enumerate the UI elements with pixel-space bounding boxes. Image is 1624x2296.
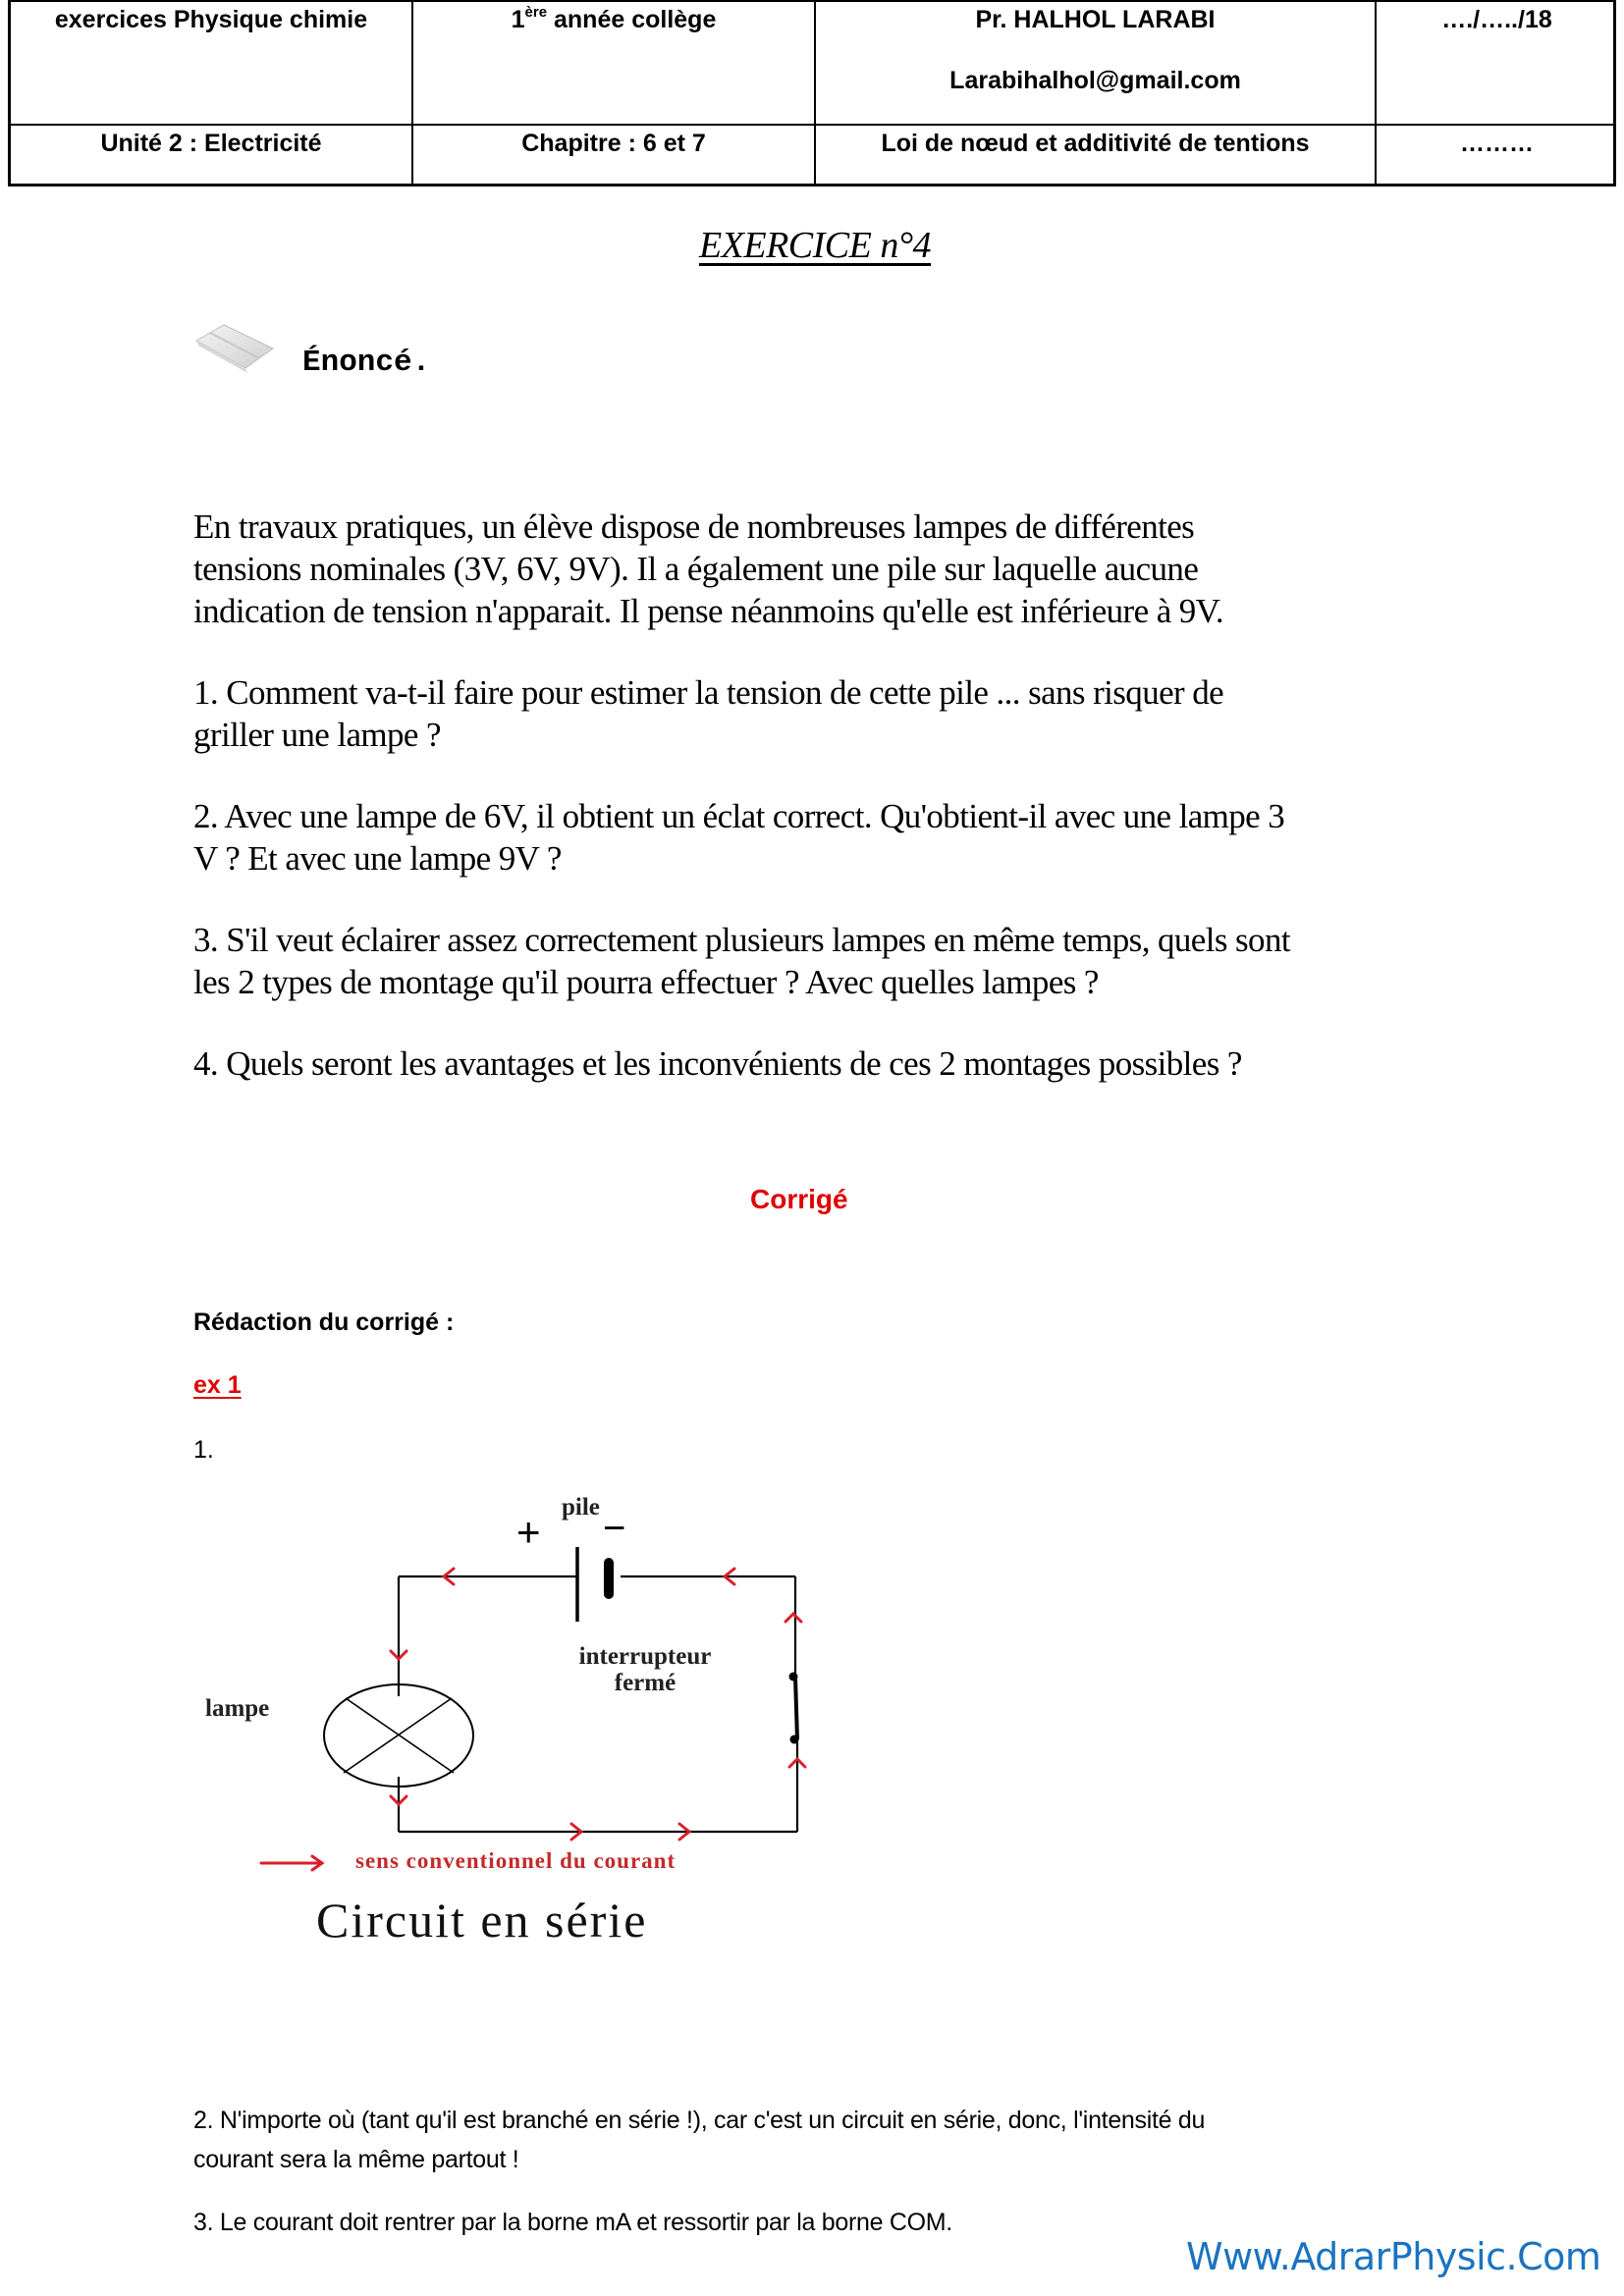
answer-line: 2. N'importe où (tant qu'il est branché en série !), car c'est un circuit en série, donc, l'intensité du [193,2107,1206,2134]
question-line: griller une lampe ? [193,716,441,754]
correction-heading: Corrigé [750,1184,848,1214]
table-divider [11,124,1613,126]
circuit-diagram [177,1472,923,2022]
header-table [8,0,1616,187]
label-plus: + [516,1509,541,1555]
exercise-title: EXERCICE n°4 [698,225,932,266]
header-chapter: Chapitre : 6 et 7 [521,130,706,157]
section-enonce-label: Énoncé. [302,346,431,380]
intro-line: tensions nominales (3V, 6V, 9V). Il a également une pile sur laquelle aucune [193,550,1199,588]
question-line: 2. Avec une lampe de 6V, il obtient un éclat correct. Qu'obtient-il avec une lampe 3 [193,797,1285,835]
label-switch-line2: fermé [614,1670,677,1696]
header-unit: Unité 2 : Electricité [100,130,322,157]
intro-paragraph [193,506,1470,632]
question-line: les 2 types de montage qu'il pourra effectuer ? Avec quelles lampes ? [193,963,1099,1001]
question-1 [193,671,1470,756]
redaction-label: Rédaction du corrigé : [193,1308,455,1336]
level-number: 1 [511,6,525,33]
answer-line: courant sera la même partout ! [193,2146,519,2173]
question-line: 4. Quels seront les avantages et les inconvénients de ces 2 montages possibles ? [193,1044,1242,1083]
legend-current-direction: sens conventionnel du courant [355,1848,677,1873]
diagram-caption: Circuit en série [316,1893,648,1948]
intro-line: indication de tension n'apparait. Il pense néanmoins qu'elle est inférieure à 9V. [193,592,1223,630]
question-line: V ? Et avec une lampe 9V ? [193,839,562,878]
answer-2 [193,2101,1470,2179]
label-switch [562,1643,729,1696]
answer-1-number: 1. [193,1436,214,1464]
answer-3: 3. Le courant doit rentrer par la borne mA et ressortir par la borne COM. [193,2209,952,2236]
question-3 [193,919,1470,1003]
question-4 [193,1042,1470,1085]
level-superscript: ère [524,4,548,21]
header-blank: ……… [1460,130,1534,157]
question-2 [193,795,1470,880]
header-subject: exercices Physique chimie [54,6,368,33]
header-topic: Loi de nœud et additivité de tentions [881,130,1310,157]
label-pile: pile [562,1494,600,1521]
label-lampe: lampe [205,1695,270,1722]
label-minus: − [603,1507,626,1550]
label-switch-line1: interrupteur [578,1643,712,1670]
intro-line: En travaux pratiques, un élève dispose de nombreuses lampes de différentes [193,507,1195,546]
question-line: 3. S'il veut éclairer assez correctement plusieurs lampes en même temps, quels sont [193,921,1290,959]
site-watermark[interactable]: Www.AdrarPhysic.Com [1186,2235,1601,2278]
level-text: année collège [547,6,717,33]
header-email[interactable]: Larabihalhol@gmail.com [949,67,1241,94]
header-teacher: Pr. HALHOL LARABI [975,6,1216,33]
header-page: …./…../18 [1441,6,1552,33]
header-level [413,6,814,34]
book-icon [194,319,277,378]
ex-1-label: ex 1 [193,1371,242,1399]
question-line: 1. Comment va-t-il faire pour estimer la tension de cette pile ... sans risquer de [193,673,1224,712]
